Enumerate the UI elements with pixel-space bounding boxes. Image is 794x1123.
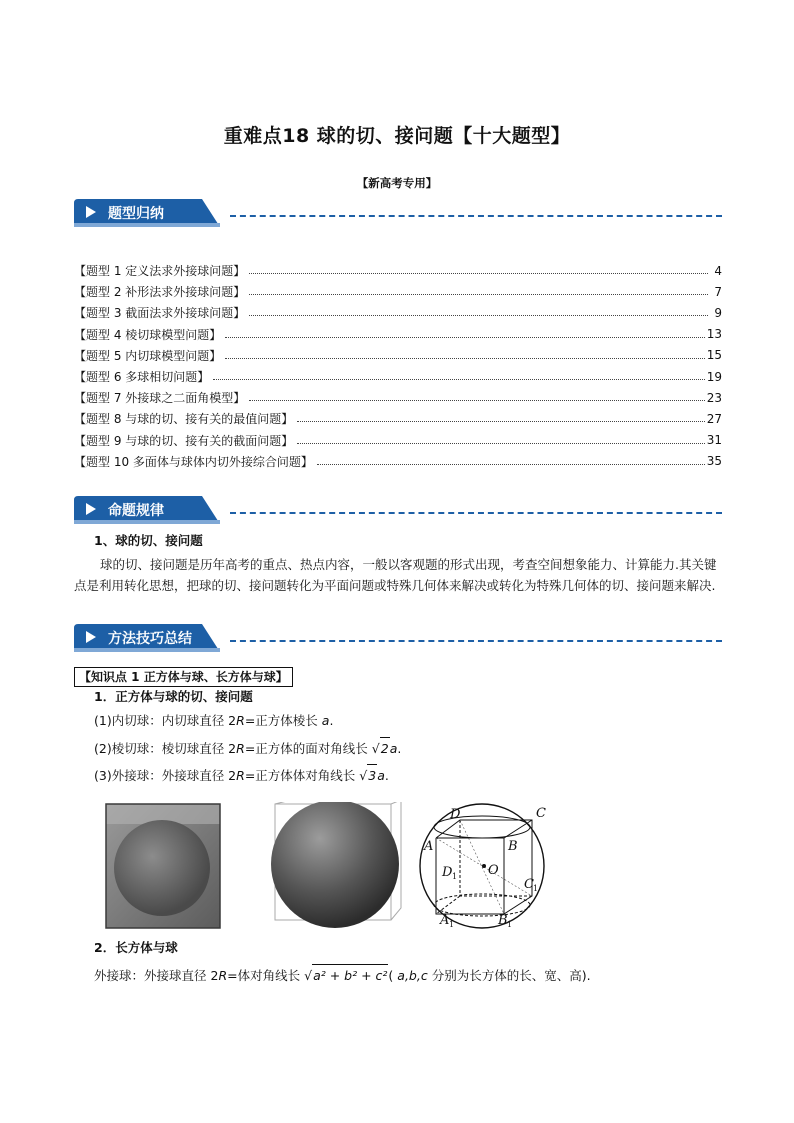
toc-item[interactable] xyxy=(74,408,722,429)
banner-label: 方法技巧总结 xyxy=(108,631,192,647)
toc-item-label: 【题型 6 多球相切问题】 xyxy=(74,370,210,385)
radicand: a² + b² + c² xyxy=(312,964,388,986)
banner-tab xyxy=(74,624,220,652)
label-o: O xyxy=(488,863,499,878)
dashed-divider xyxy=(230,640,722,642)
text: =正方体棱长 xyxy=(244,713,318,728)
toc-item-label: 【题型 3 截面法求外接球问题】 xyxy=(74,306,246,321)
banner-tab xyxy=(74,199,220,227)
radicand: 2 xyxy=(380,737,390,759)
var-r: R xyxy=(236,741,245,756)
toc-item-page: 13 xyxy=(706,327,722,342)
text: (3)外接球：外接球直径 2 xyxy=(94,768,237,783)
section-banner-rule xyxy=(74,496,722,524)
toc-item[interactable] xyxy=(74,281,722,302)
var-r: R xyxy=(218,968,228,983)
text: . xyxy=(384,768,389,783)
text: 外接球：外接球直径 2 xyxy=(94,968,219,983)
banner-label: 题型归纳 xyxy=(108,206,164,222)
knowledge-heading-2: 2．长方体与球 xyxy=(94,940,178,955)
label-d1: D xyxy=(442,865,453,880)
text: =正方体体对角线长 xyxy=(244,768,356,783)
toc-item-label: 【题型 4 棱切球模型问题】 xyxy=(74,327,222,342)
text: =体对角线长 xyxy=(227,968,301,983)
rule-heading: 1、球的切、接问题 xyxy=(94,533,203,548)
vars: a,b,c xyxy=(397,968,428,983)
text: . xyxy=(397,741,402,756)
toc-item-label: 【题型 10 多面体与球体内切外接综合问题】 xyxy=(74,454,313,469)
knowledge-line-4: 外接球：外接球直径 2R=体对角线长 √a² + b² + c²( a,b,c 分别为长方体的长、宽、高). xyxy=(94,964,591,986)
dashed-divider xyxy=(230,215,722,217)
var-a: a xyxy=(389,741,398,756)
figure-edge-tangent-sphere xyxy=(265,802,407,930)
label-d: D xyxy=(450,807,461,822)
toc-item-page: 23 xyxy=(706,390,722,405)
var-a: a xyxy=(377,768,385,783)
toc-item[interactable] xyxy=(74,345,722,366)
toc-item[interactable] xyxy=(74,366,722,387)
banner-label: 命题规律 xyxy=(108,503,164,519)
toc-item-page: 35 xyxy=(706,454,722,469)
toc-item-label: 【题型 8 与球的切、接有关的最值问题】 xyxy=(74,412,294,427)
section-banner-method xyxy=(74,624,722,652)
var-r: R xyxy=(236,713,245,728)
text: (2)棱切球：棱切球直径 2 xyxy=(94,741,237,756)
text: ( xyxy=(388,968,394,983)
knowledge-line-2: (2)棱切球：棱切球直径 2R=正方体的面对角线长 √2a. xyxy=(94,737,401,759)
toc-item-label: 【题型 5 内切球模型问题】 xyxy=(74,348,222,363)
text: (1)内切球：内切球直径 2 xyxy=(94,713,237,728)
arrow-right-icon xyxy=(86,631,96,643)
toc-item-page: 15 xyxy=(706,348,722,363)
label-a1: A xyxy=(440,913,450,928)
radicand: 3 xyxy=(367,764,377,786)
toc-item-page: 19 xyxy=(706,369,722,384)
section-banner-toc xyxy=(74,199,722,227)
label-b1: B xyxy=(498,913,508,928)
figure-cube-inscribed-sphere xyxy=(104,802,222,930)
knowledge-heading-1: 1．正方体与球的切、接问题 xyxy=(94,689,253,704)
var-a: a xyxy=(321,713,330,728)
toc-item-page: 7 xyxy=(714,284,722,299)
figure-circumscribed-sphere xyxy=(412,802,554,930)
toc-list xyxy=(74,260,722,472)
toc-item-label: 【题型 9 与球的切、接有关的截面问题】 xyxy=(74,433,294,448)
toc-leader xyxy=(213,379,704,380)
knowledge-line-1 xyxy=(94,710,333,731)
var-r: R xyxy=(236,768,245,783)
toc-leader xyxy=(249,273,708,274)
page-title: 重难点18 球的切、接问题【十大题型】 xyxy=(223,125,571,147)
toc-leader xyxy=(317,464,705,465)
toc-item-label: 【题型 1 定义法求外接球问题】 xyxy=(74,264,246,279)
arrow-right-icon xyxy=(86,206,96,218)
toc-item[interactable] xyxy=(74,451,722,472)
arrow-right-icon xyxy=(86,503,96,515)
toc-item[interactable] xyxy=(74,260,722,281)
toc-item-label: 【题型 7 外接球之二面角模型】 xyxy=(74,391,246,406)
toc-item-page: 9 xyxy=(714,305,722,320)
toc-item[interactable] xyxy=(74,302,722,323)
label-sub: 1 xyxy=(507,920,513,929)
label-a: A xyxy=(424,839,434,854)
toc-item-page: 4 xyxy=(714,263,722,278)
label-sub: 1 xyxy=(533,884,539,893)
toc-item[interactable] xyxy=(74,430,722,451)
dashed-divider xyxy=(230,512,722,514)
toc-item[interactable] xyxy=(74,324,722,345)
label-b: B xyxy=(508,839,518,854)
label-sub: 1 xyxy=(452,872,458,881)
text: . xyxy=(329,713,334,728)
toc-leader xyxy=(249,294,708,295)
toc-item-page: 27 xyxy=(706,411,722,426)
toc-leader xyxy=(297,421,704,422)
toc-item-label: 【题型 2 补形法求外接球问题】 xyxy=(74,285,246,300)
knowledge-point-tag: 【知识点 1 正方体与球、长方体与球】 xyxy=(74,667,293,687)
rule-body: 球的切、接问题是历年高考的重点、热点内容，一般以客观题的形式出现，考查空间想象能力、计算能力.其关键点是利用转化思想，把球的切、接问题转化为平面问题或特殊几何体来解决或转化为特殊几何体的切、接问题来解决. xyxy=(74,557,717,593)
knowledge-line-3: (3)外接球：外接球直径 2R=正方体体对角线长 √3a. xyxy=(94,764,389,786)
page-subtitle: 【新高考专用】 xyxy=(356,176,438,190)
toc-leader xyxy=(297,443,704,444)
label-c1: C xyxy=(524,877,534,892)
text: =正方体的面对角线长 xyxy=(244,741,368,756)
toc-leader xyxy=(249,400,704,401)
text: 分别为长方体的长、宽、高). xyxy=(431,968,591,983)
toc-item-page: 31 xyxy=(706,433,722,448)
label-sub: 1 xyxy=(449,920,455,929)
toc-leader xyxy=(225,337,704,338)
toc-leader xyxy=(225,358,704,359)
label-c: C xyxy=(536,806,546,821)
toc-item[interactable] xyxy=(74,387,722,408)
toc-leader xyxy=(249,315,708,316)
banner-tab xyxy=(74,496,220,524)
